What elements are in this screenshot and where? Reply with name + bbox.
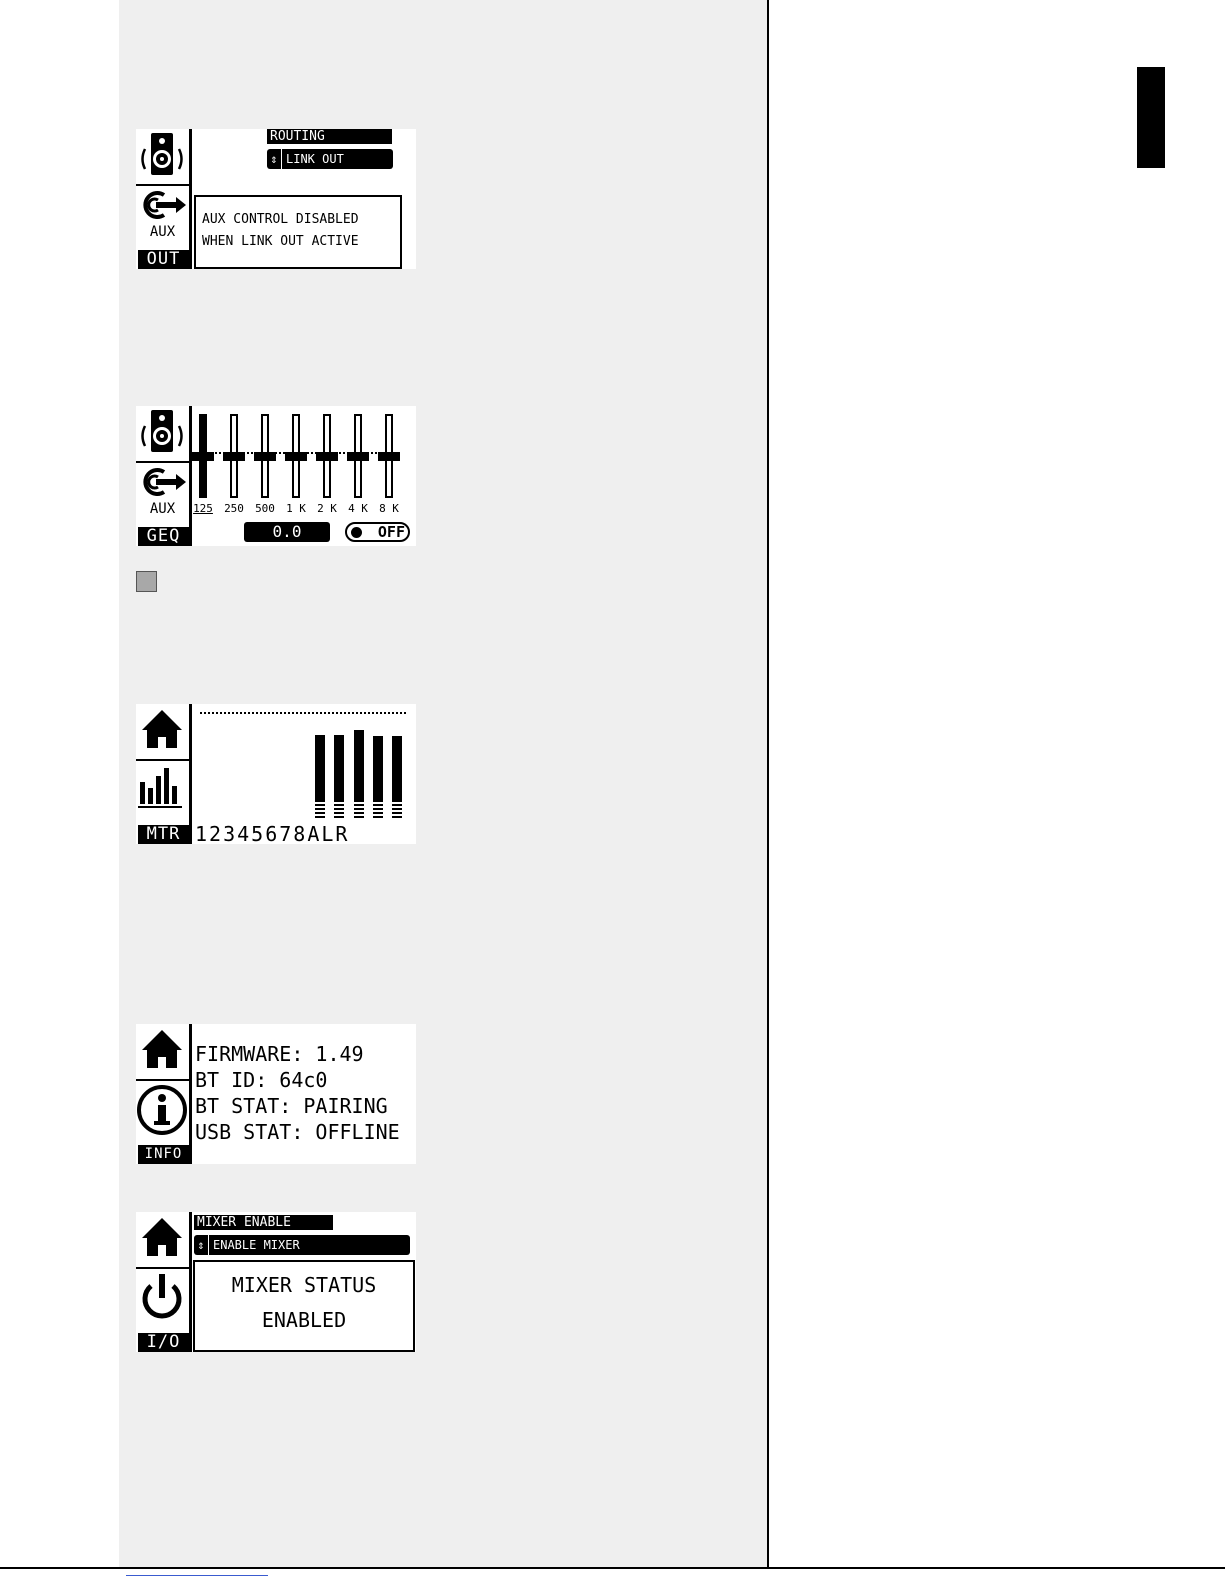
info-line-usb-stat: USB STAT: OFFLINE bbox=[195, 1120, 400, 1144]
fader-cap[interactable] bbox=[347, 452, 369, 461]
mode-label: I/O bbox=[138, 1333, 189, 1352]
aux-output-icon bbox=[136, 187, 189, 251]
fader-cap[interactable] bbox=[378, 452, 400, 461]
icon-divider bbox=[136, 1267, 189, 1269]
fader-cap[interactable] bbox=[285, 452, 307, 461]
band-label: 8 K bbox=[379, 502, 399, 515]
lcd-screen-io bbox=[136, 1212, 416, 1352]
power-icon bbox=[136, 1270, 189, 1334]
info-icon bbox=[136, 1082, 189, 1146]
meter-floor-tick bbox=[354, 812, 364, 814]
mode-label: OUT bbox=[138, 250, 189, 269]
meter-floor-tick bbox=[392, 804, 402, 806]
meter-floor-tick bbox=[392, 808, 402, 810]
lcd-screen-aux-geq bbox=[136, 406, 416, 546]
meter-level-bar bbox=[334, 735, 344, 802]
routing-selector[interactable] bbox=[267, 149, 393, 169]
icon-divider bbox=[136, 184, 189, 186]
geq-toggle[interactable] bbox=[345, 522, 410, 542]
band-label: 4 K bbox=[348, 502, 368, 515]
fader-cap[interactable] bbox=[192, 452, 214, 461]
message-line-1: AUX CONTROL DISABLED bbox=[202, 212, 359, 227]
status-line-1: MIXER STATUS bbox=[231, 1273, 377, 1297]
gain-value-display[interactable]: 0.0 bbox=[244, 522, 330, 542]
meter-floor-tick bbox=[334, 816, 344, 818]
band-label: 500 bbox=[255, 502, 275, 515]
icon-divider bbox=[136, 1079, 189, 1081]
meter-level-bar bbox=[354, 730, 364, 802]
mode-label: INFO bbox=[138, 1145, 189, 1164]
meter-floor-tick bbox=[315, 808, 325, 810]
mode-label: GEQ bbox=[138, 527, 189, 546]
mode-label: MTR bbox=[138, 825, 189, 844]
updown-arrow-icon: ⇕ bbox=[194, 1235, 209, 1255]
fader-cap[interactable] bbox=[223, 452, 245, 461]
meter-floor-tick bbox=[392, 812, 402, 814]
meter-floor-tick bbox=[315, 816, 325, 818]
sub-mode-label: AUX bbox=[149, 501, 176, 517]
panel-separator bbox=[189, 1024, 192, 1164]
meter-floor-tick bbox=[315, 812, 325, 814]
home-icon bbox=[136, 1212, 189, 1265]
band-label: 125 bbox=[193, 502, 213, 515]
band-label: 250 bbox=[224, 502, 244, 515]
meter-floor-tick bbox=[392, 816, 402, 818]
home-icon bbox=[136, 704, 189, 757]
meter-floor-tick bbox=[354, 808, 364, 810]
meter-floor-tick bbox=[334, 804, 344, 806]
meter-icon bbox=[136, 762, 189, 826]
meter-level-bar bbox=[315, 735, 325, 802]
lcd-screen-aux-out bbox=[136, 129, 416, 269]
info-line-bt-id: BT ID: 64c0 bbox=[195, 1068, 328, 1092]
panel-separator bbox=[189, 406, 192, 546]
aux-output-icon bbox=[136, 464, 189, 528]
selector-value: ENABLE MIXER bbox=[213, 1238, 300, 1252]
meter-floor-tick bbox=[373, 804, 383, 806]
band-label: 1 K bbox=[286, 502, 306, 515]
meter-floor-tick bbox=[334, 812, 344, 814]
info-line-bt-stat: BT STAT: PAIRING bbox=[195, 1094, 388, 1118]
menu-header: MIXER ENABLE bbox=[194, 1215, 333, 1230]
meter-floor-tick bbox=[373, 812, 383, 814]
toggle-knob-icon bbox=[351, 527, 362, 538]
lcd-screen-meter bbox=[136, 704, 416, 844]
selector-value: LINK OUT bbox=[286, 152, 344, 166]
speaker-icon bbox=[136, 406, 189, 459]
note-marker-square bbox=[136, 571, 157, 592]
home-icon bbox=[136, 1024, 189, 1077]
updown-arrow-icon: ⇕ bbox=[267, 149, 282, 169]
mixer-enable-selector[interactable] bbox=[194, 1235, 410, 1255]
message-line-2: WHEN LINK OUT ACTIVE bbox=[202, 234, 359, 249]
icon-divider bbox=[136, 461, 189, 463]
status-line-2: ENABLED bbox=[261, 1308, 347, 1332]
toggle-label: OFF bbox=[377, 523, 405, 541]
meter-floor-tick bbox=[354, 804, 364, 806]
meter-floor-tick bbox=[334, 808, 344, 810]
sub-mode-label: AUX bbox=[149, 224, 176, 240]
info-line-firmware: FIRMWARE: 1.49 bbox=[195, 1042, 364, 1066]
fader-cap[interactable] bbox=[316, 452, 338, 461]
icon-divider bbox=[136, 759, 189, 761]
menu-header: ROUTING bbox=[267, 129, 392, 144]
speaker-icon bbox=[136, 129, 189, 182]
meter-floor-tick bbox=[315, 804, 325, 806]
meter-level-bar bbox=[373, 736, 383, 802]
channel-labels: 12345678ALR bbox=[195, 822, 350, 844]
panel-separator bbox=[189, 129, 192, 269]
meter-floor-tick bbox=[354, 816, 364, 818]
section-tab-marker bbox=[1137, 67, 1165, 168]
meter-floor-tick bbox=[373, 816, 383, 818]
meter-level-bar bbox=[392, 736, 402, 802]
page-bottom-rule bbox=[0, 1567, 1225, 1569]
lcd-screen-info bbox=[136, 1024, 416, 1164]
footer-link-underline[interactable] bbox=[126, 1575, 268, 1576]
meter-floor-tick bbox=[373, 808, 383, 810]
panel-separator bbox=[189, 1212, 192, 1352]
fader-cap[interactable] bbox=[254, 452, 276, 461]
meter-peak-line bbox=[200, 712, 406, 714]
panel-separator bbox=[189, 704, 192, 844]
band-label: 2 K bbox=[317, 502, 337, 515]
column-divider bbox=[767, 0, 769, 1568]
